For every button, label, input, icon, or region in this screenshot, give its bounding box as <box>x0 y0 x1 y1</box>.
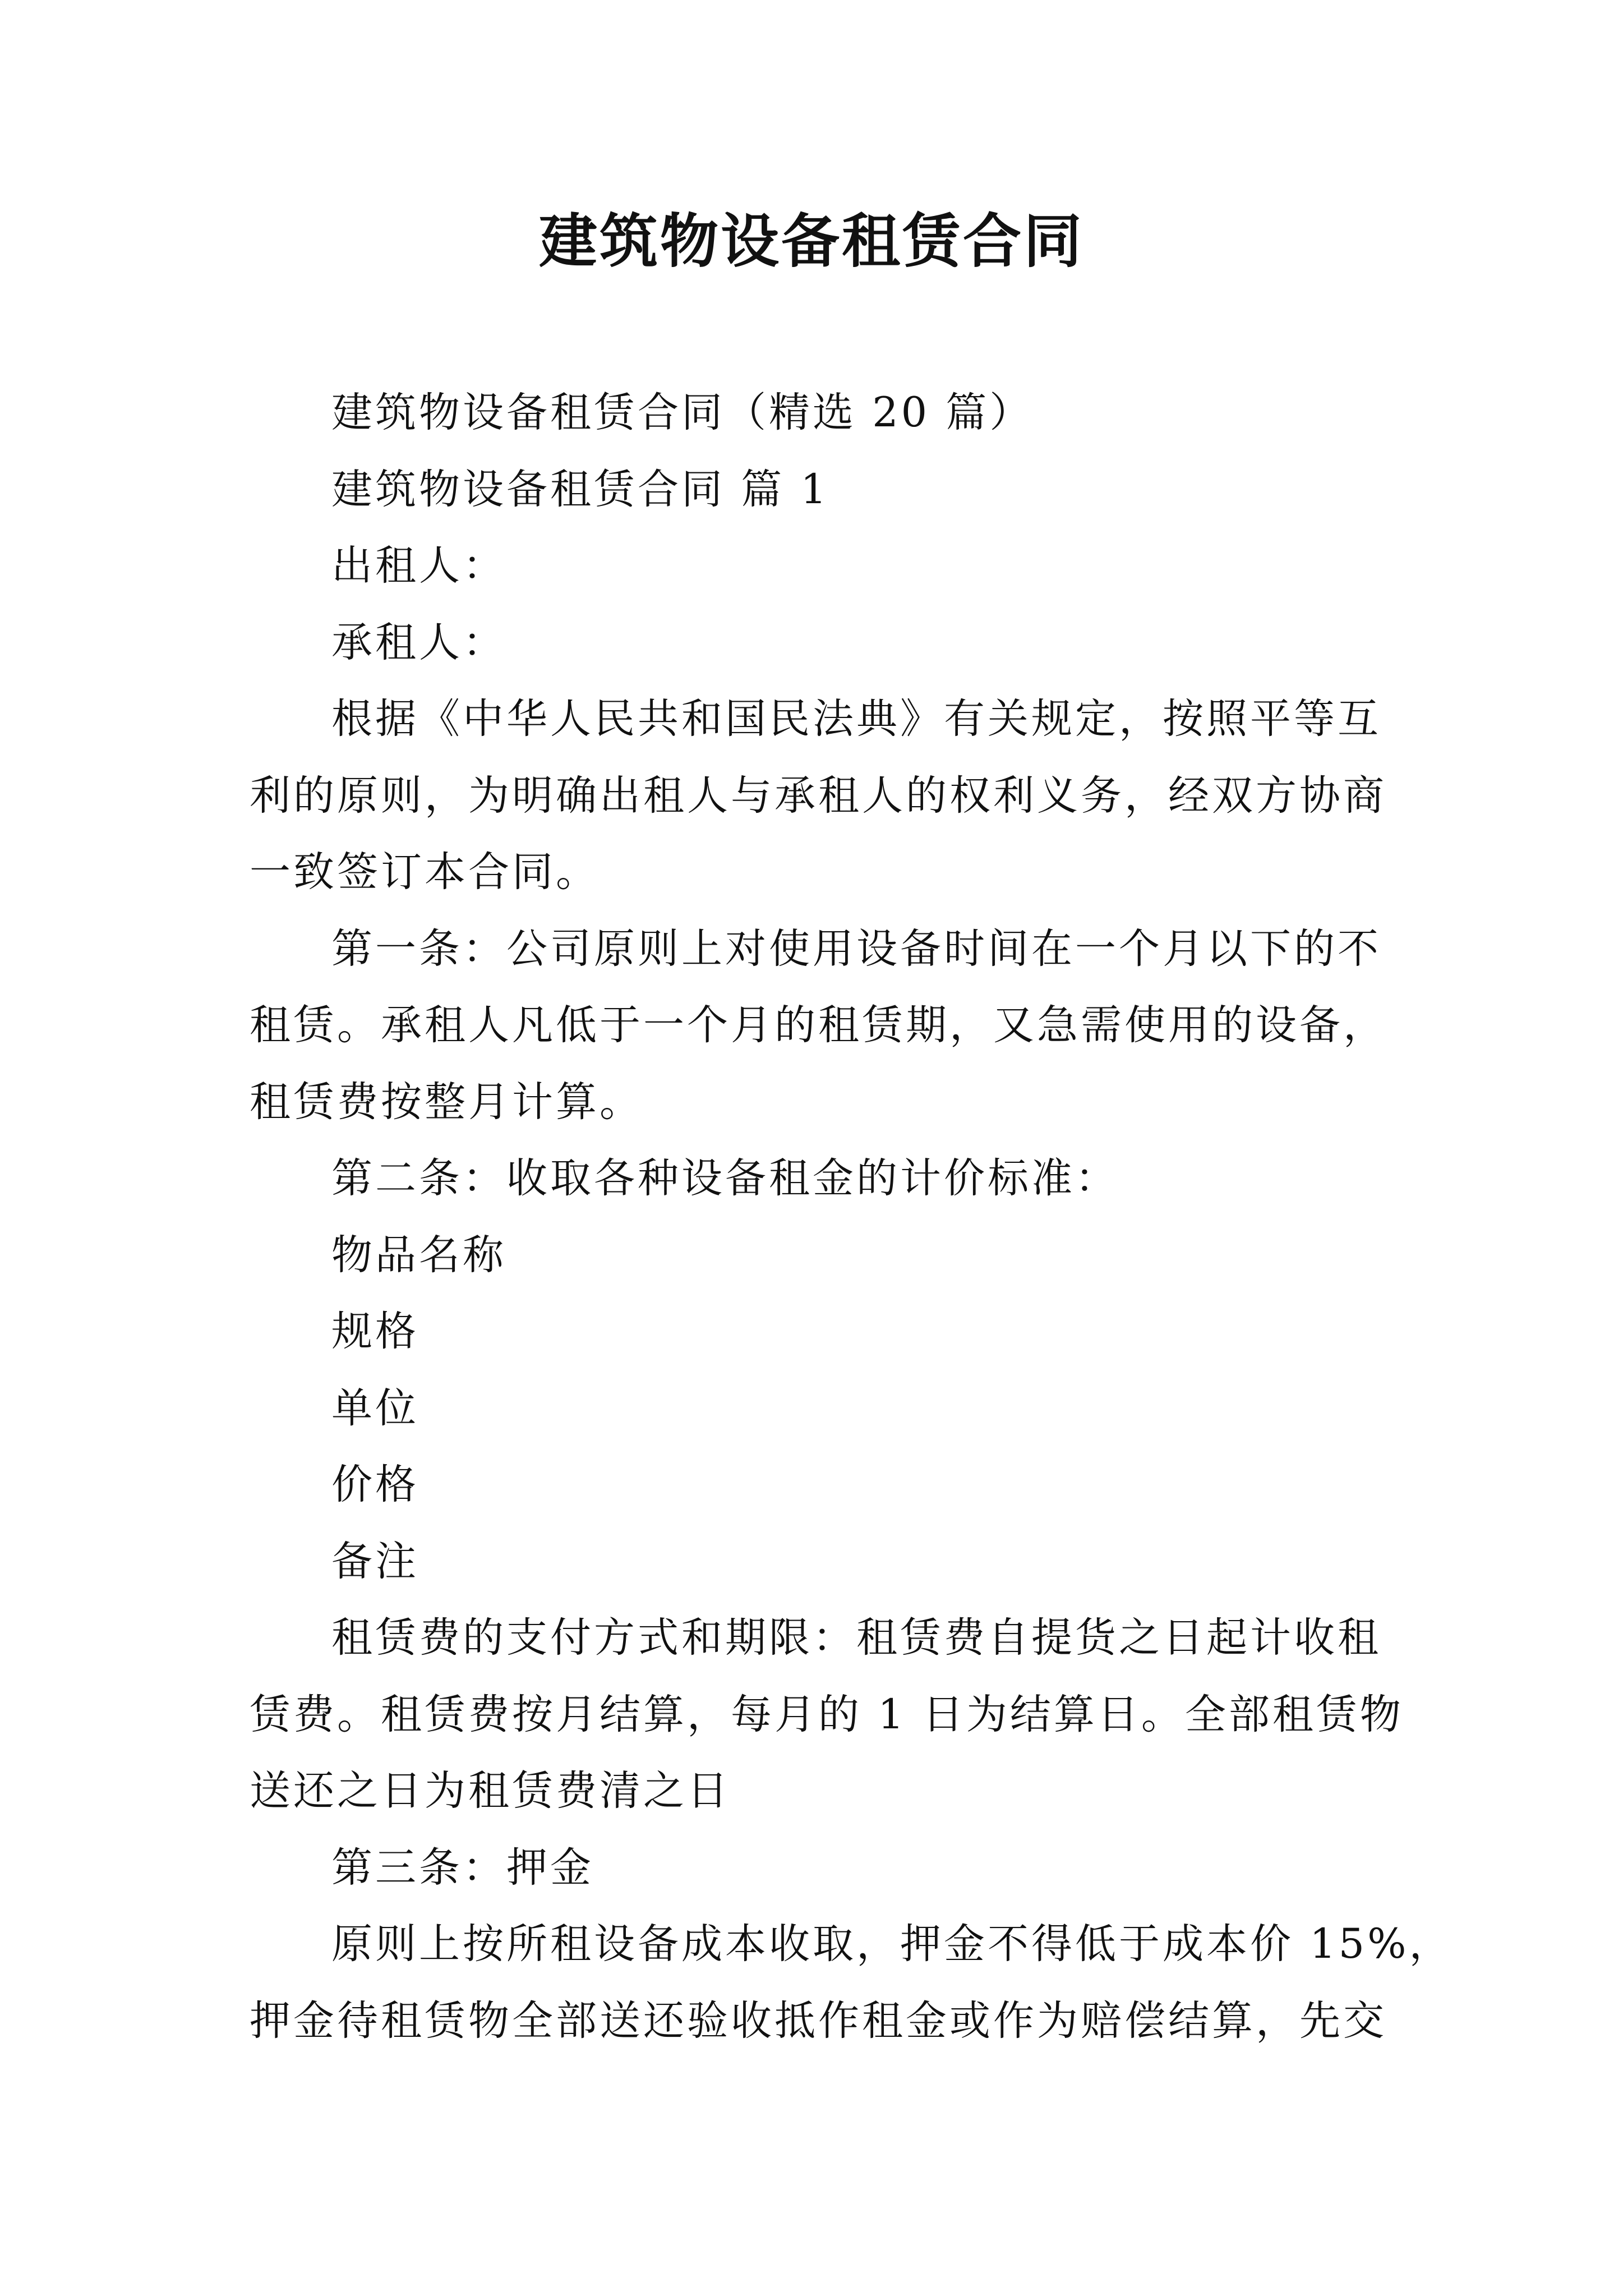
text-line: 单位 <box>331 1384 419 1432</box>
paragraph <box>250 1294 1388 1370</box>
paragraph <box>250 452 1388 528</box>
paragraph <box>250 1140 1388 1217</box>
text-line: 押金待租赁物全部送还验收抵作租金或作为赔偿结算，先交 <box>250 1996 1387 2045</box>
paragraph <box>250 605 1388 682</box>
text-line: 承租人： <box>331 618 506 666</box>
text-line: 一致签订本合同。 <box>250 848 600 896</box>
text-line: 租赁。承租人凡低于一个月的租赁期，又急需使用的设备， <box>250 1001 1387 1049</box>
paragraph <box>250 528 1388 605</box>
text-line: 价格 <box>331 1461 419 1508</box>
text-line: 建筑物设备租赁合同 篇 1 <box>331 465 829 513</box>
text-line: 第三条：押金 <box>331 1843 594 1892</box>
text-line: 原则上按所租设备成本收取，押金不得低于成本价 15%， <box>331 1920 1453 1968</box>
paragraph <box>250 681 1388 911</box>
paragraph <box>250 911 1388 1141</box>
paragraph <box>250 1524 1388 1600</box>
document-body <box>250 375 1453 2059</box>
text-line: 建筑物设备租赁合同（精选 20 篇） <box>331 389 1034 436</box>
text-line: 物品名称 <box>331 1231 506 1279</box>
text-line: 租赁费按整月计算。 <box>250 1078 643 1126</box>
text-line: 根据《中华人民共和国民法典》有关规定，按照平等互 <box>331 695 1381 743</box>
paragraph <box>250 1906 1453 2059</box>
paragraph <box>250 1830 1388 1907</box>
text-line: 备注 <box>331 1537 419 1585</box>
paragraph <box>250 1217 1388 1294</box>
text-line: 利的原则，为明确出租人与承租人的权利义务，经双方协商 <box>250 771 1387 820</box>
paragraph <box>250 1370 1388 1447</box>
text-line: 第二条：收取各种设备租金的计价标准： <box>331 1154 1119 1202</box>
text-line: 规格 <box>331 1308 419 1355</box>
document-title: 建筑物设备租赁合同 <box>538 206 1084 275</box>
text-line: 出租人： <box>331 542 506 590</box>
paragraph <box>250 1600 1404 1830</box>
text-line: 第一条：公司原则上对使用设备时间在一个月以下的不 <box>331 924 1381 973</box>
text-line: 送还之日为租赁费清之日 <box>250 1767 731 1815</box>
paragraph <box>250 1447 1388 1524</box>
text-line: 租赁费的支付方式和期限：租赁费自提货之日起计收租 <box>331 1614 1381 1662</box>
text-line: 赁费。租赁费按月结算，每月的 1 日为结算日。全部租赁物 <box>250 1690 1404 1738</box>
paragraph <box>250 375 1388 452</box>
